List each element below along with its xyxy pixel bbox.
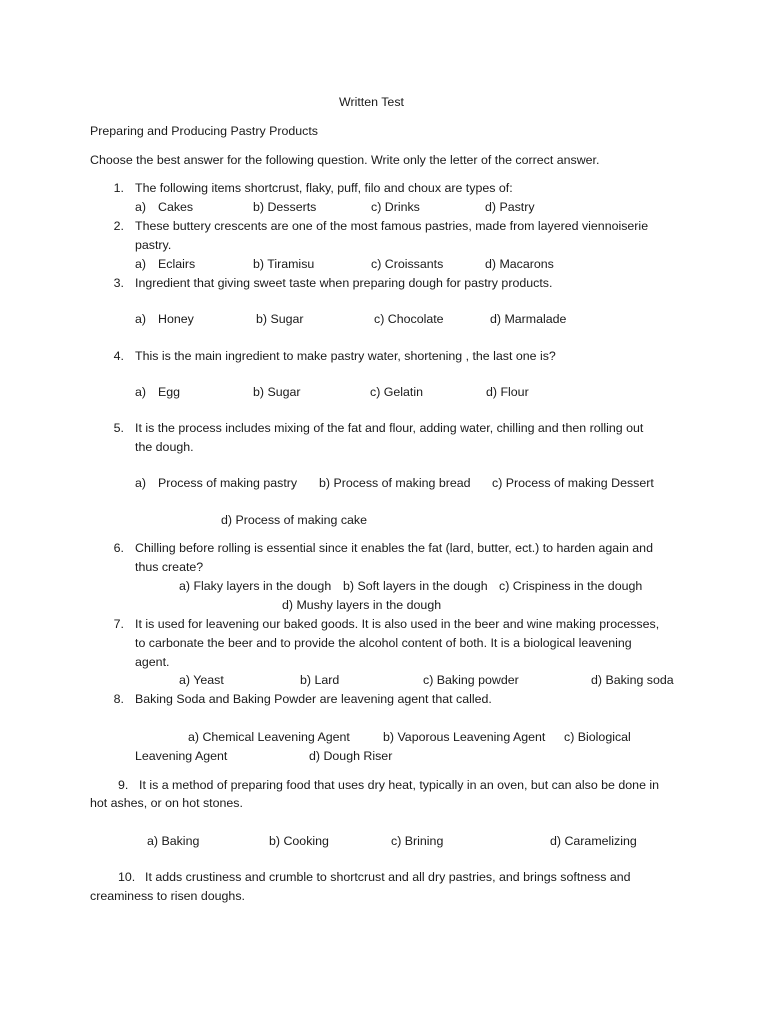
question-2-number: 2. [113, 219, 124, 233]
question-10-number: 10. [118, 870, 136, 884]
question-7-option-b: b) Lard [300, 673, 340, 687]
question-2-text-line2: pastry. [135, 238, 172, 252]
question-7-text-line1: It is used for leavening our baked goods. It is also used in the beer and wine making processes, [135, 617, 660, 631]
question-4-option-c: c) Gelatin [370, 385, 424, 399]
question-8-option-a: a) Chemical Leavening Agent [188, 730, 350, 744]
question-9-number: 9. [118, 778, 129, 792]
question-3-option-a-letter: a) [135, 312, 147, 326]
question-5-option-b: b) Process of making bread [319, 476, 471, 490]
question-2-option-c: c) Croissants [371, 257, 444, 271]
question-8-option-c-part2: Leavening Agent [135, 749, 228, 763]
question-3-number: 3. [113, 276, 124, 290]
question-6-number: 6. [113, 541, 124, 555]
question-10-text-line1: It adds crustiness and crumble to shortcrust and all dry pastries, and brings softness and [145, 870, 631, 884]
page-subtitle: Preparing and Producing Pastry Products [90, 124, 318, 138]
page-title: Written Test [339, 95, 404, 109]
question-4-number: 4. [113, 349, 124, 363]
question-4-text: This is the main ingredient to make pastry water, shortening , the last one is? [135, 349, 556, 363]
question-5-option-a: Process of making pastry [158, 476, 298, 490]
question-8-option-b: b) Vaporous Leavening Agent [383, 730, 546, 744]
question-2-option-a: Eclairs [158, 257, 196, 271]
question-5-text-line1: It is the process includes mixing of the fat and flour, adding water, chilling and then rolling out [135, 421, 644, 435]
question-2-text-line1: These buttery crescents are one of the most famous pastries, made from layered viennoiserie [135, 219, 649, 233]
question-9-option-a: a) Baking [147, 834, 200, 848]
question-1-option-d: d) Pastry [485, 200, 535, 214]
question-5-number: 5. [113, 421, 124, 435]
question-6-text-line1: Chilling before rolling is essential since it enables the fat (lard, butter, ect.) to harden again and [135, 541, 653, 555]
question-3-option-b: b) Sugar [256, 312, 304, 326]
instructions: Choose the best answer for the following question. Write only the letter of the correct answer. [90, 153, 600, 167]
question-9-option-c: c) Brining [391, 834, 444, 848]
question-7-option-c: c) Baking powder [423, 673, 519, 687]
question-6-option-a: a) Flaky layers in the dough [179, 579, 332, 593]
question-8-text: Baking Soda and Baking Powder are leavening agent that called. [135, 692, 492, 706]
question-5-option-a-letter: a) [135, 476, 147, 490]
question-1-number: 1. [113, 181, 124, 195]
question-1-option-a-letter: a) [135, 200, 147, 214]
question-4-option-a: Egg [158, 385, 181, 399]
question-2-option-b: b) Tiramisu [253, 257, 315, 271]
question-7-option-d: d) Baking soda [591, 673, 674, 687]
question-9-option-b: b) Cooking [269, 834, 329, 848]
question-4-option-a-letter: a) [135, 385, 147, 399]
question-3-option-c: c) Chocolate [374, 312, 444, 326]
question-9-text-line1: It is a method of preparing food that uses dry heat, typically in an oven, but can also be done in [139, 778, 660, 792]
question-7-number: 7. [113, 617, 124, 631]
question-8-option-c-part1: c) Biological [564, 730, 631, 744]
question-1-option-b: b) Desserts [253, 200, 317, 214]
question-5-option-c: c) Process of making Dessert [492, 476, 654, 490]
question-9-text-line2: hot ashes, or on hot stones. [90, 796, 243, 810]
question-5-option-d: d) Process of making cake [221, 513, 367, 527]
question-8-option-d: d) Dough Riser [309, 749, 393, 763]
question-5-text-line2: the dough. [135, 440, 194, 454]
question-3-option-d: d) Marmalade [490, 312, 567, 326]
question-10-text-line2: creaminess to risen doughs. [90, 889, 245, 903]
question-3-text: Ingredient that giving sweet taste when preparing dough for pastry products. [135, 276, 553, 290]
question-3-option-a: Honey [158, 312, 194, 326]
question-1-option-c: c) Drinks [371, 200, 420, 214]
question-1-option-a: Cakes [158, 200, 194, 214]
question-8-number: 8. [113, 692, 124, 706]
question-9-option-d: d) Caramelizing [550, 834, 637, 848]
question-6-text-line2: thus create? [135, 560, 204, 574]
question-7-option-a: a) Yeast [179, 673, 224, 687]
question-6-option-d: d) Mushy layers in the dough [282, 598, 442, 612]
question-7-text-line2: to carbonate the beer and to provide the alcohol content of both. It is a biological leavening [135, 636, 632, 650]
question-6-option-b: b) Soft layers in the dough [343, 579, 488, 593]
question-4-option-d: d) Flour [486, 385, 529, 399]
question-2-option-d: d) Macarons [485, 257, 554, 271]
question-4-option-b: b) Sugar [253, 385, 301, 399]
question-2-option-a-letter: a) [135, 257, 147, 271]
question-7-text-line3: agent. [135, 655, 170, 669]
question-6-option-c: c) Crispiness in the dough [499, 579, 643, 593]
question-1-text: The following items shortcrust, flaky, puff, filo and choux are types of: [135, 181, 513, 195]
